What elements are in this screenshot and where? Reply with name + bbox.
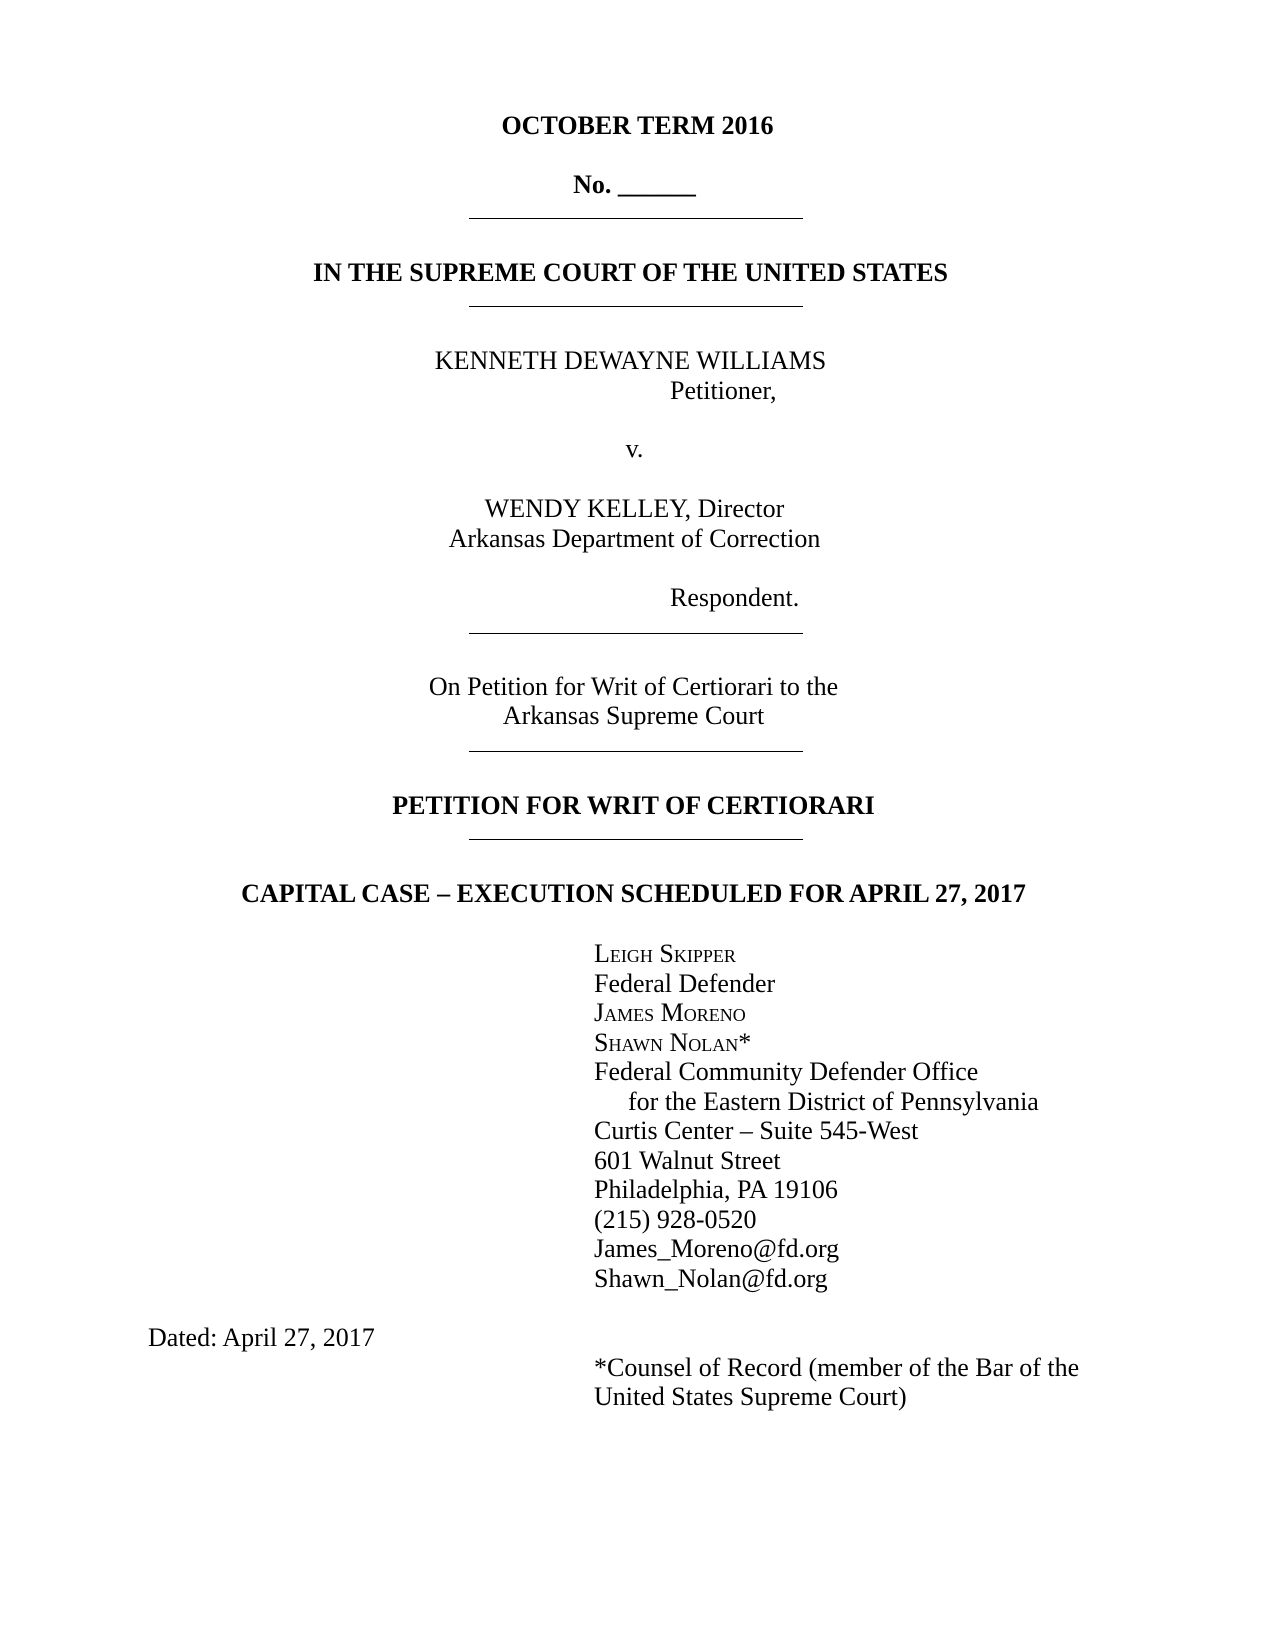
counsel-name-moreno: James Moreno [594,998,746,1027]
respondent-name: WENDY KELLEY, Director [484,494,785,523]
email-nolan: Shawn_Nolan@fd.org [594,1264,828,1293]
on-petition-line-2: Arkansas Supreme Court [502,701,765,730]
versus-label: v. [625,434,644,463]
capital-case-notice: CAPITAL CASE – EXECUTION SCHEDULED FOR APRIL 27, 2017 [241,879,1026,908]
petitioner-name: KENNETH DEWAYNE WILLIAMS [434,346,827,375]
address-city: Philadelphia, PA 19106 [594,1175,838,1204]
counsel-name-skipper: Leigh Skipper [594,939,736,968]
separator-rule [469,633,803,634]
term-heading: OCTOBER TERM 2016 [501,111,774,140]
court-heading: IN THE SUPREME COURT OF THE UNITED STATES [312,258,949,287]
counsel-note-line-2: United States Supreme Court) [594,1382,907,1411]
counsel-title: Federal Defender [594,969,776,998]
office-line-1: Federal Community Defender Office [594,1057,979,1086]
address-line-1: Curtis Center – Suite 545-West [594,1116,919,1145]
respondent-role: Respondent. [670,583,800,612]
petitioner-role: Petitioner, [670,376,777,405]
address-line-2: 601 Walnut Street [594,1146,781,1175]
petition-title: PETITION FOR WRIT OF CERTIORARI [392,791,875,820]
separator-rule [469,751,803,752]
separator-rule [469,839,803,840]
counsel-note-line-1: *Counsel of Record (member of the Bar of the [594,1353,1080,1382]
email-moreno: James_Moreno@fd.org [594,1234,840,1263]
counsel-name-nolan: Shawn Nolan* [594,1028,752,1057]
office-line-2: for the Eastern District of Pennsylvania [628,1087,1039,1116]
phone-number: (215) 928-0520 [594,1205,757,1234]
dated-line: Dated: April 27, 2017 [148,1323,375,1352]
on-petition-line-1: On Petition for Writ of Certiorari to the [428,672,839,701]
separator-rule [469,218,803,219]
separator-rule [469,306,803,307]
respondent-organization: Arkansas Department of Correction [448,524,821,553]
docket-number: No. ______ [573,170,696,199]
